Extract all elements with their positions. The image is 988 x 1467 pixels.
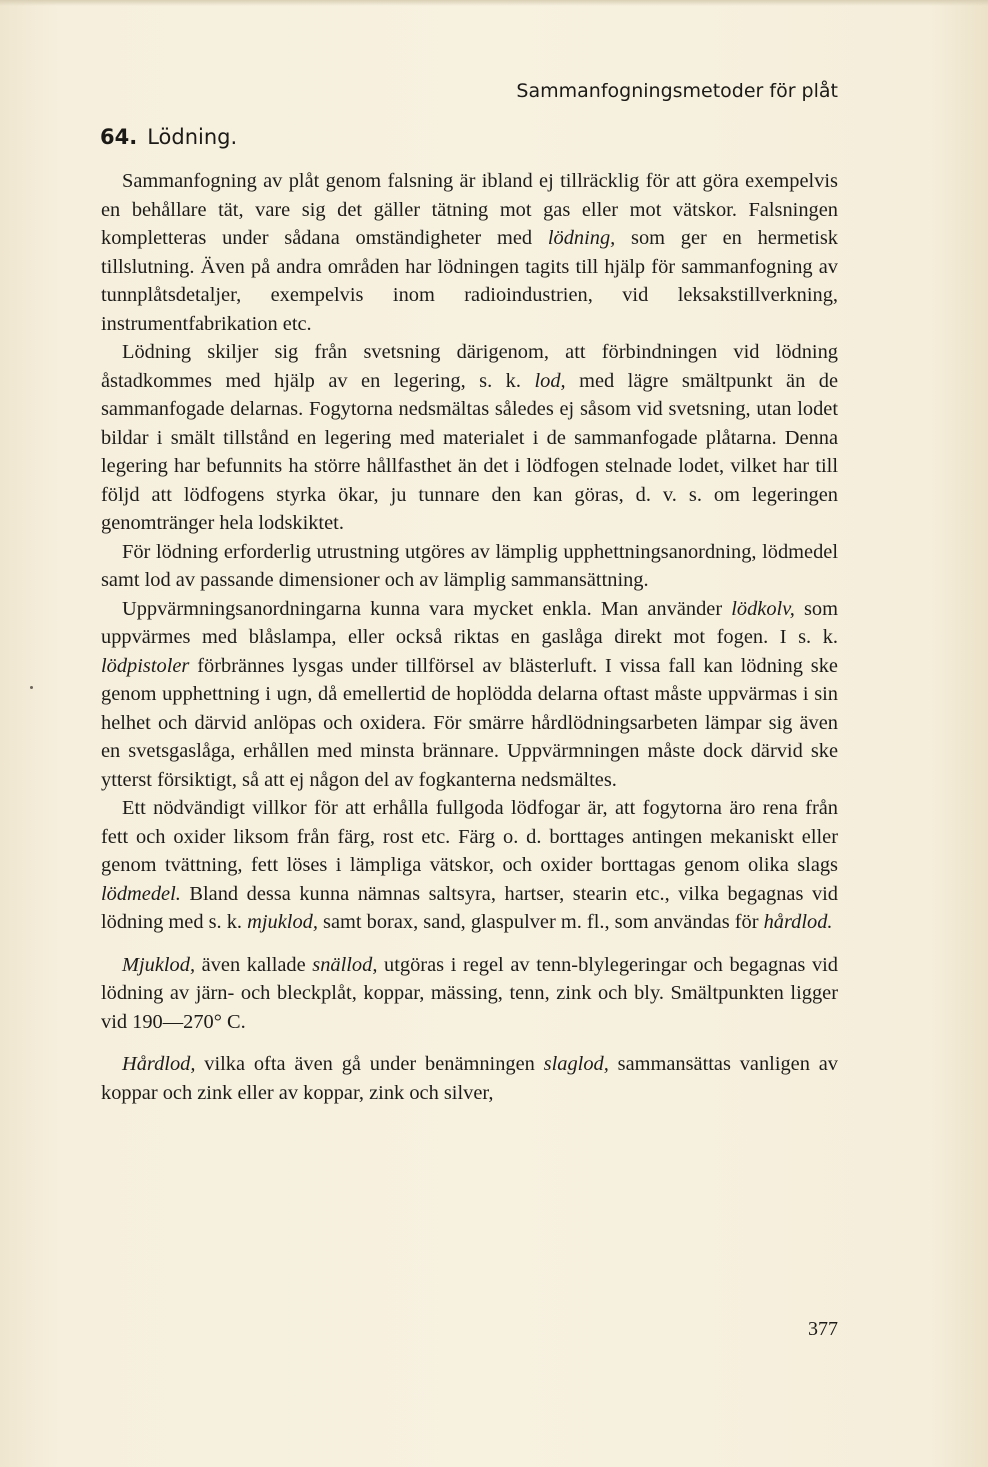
paragraph <box>101 167 838 338</box>
paragraph <box>101 338 838 538</box>
text-run: Lödning skiljer sig från svetsning därigenom, att förbindningen vid lödning åstadkommes med hjälp av en legering, s. k. <box>101 341 838 392</box>
text-run: utgöras i regel av tenn-blylegeringar och begagnas vid lödning av järn- och bleckplåt, koppar, mässing, tenn, zink och bly. Smältpunkten ligger vid 190—270° C. <box>101 953 838 1033</box>
text-run: För lödning erforderlig utrustning utgöres av lämplig upphettningsanordning, lödmedel samt lod av passande dimensioner och av lämplig sammansättning. <box>101 540 838 591</box>
italic-term: mjuklod, <box>247 911 318 933</box>
italic-term: lödmedel. <box>101 882 181 905</box>
text-run: vilka ofta även gå under benämningen <box>195 1053 544 1075</box>
text-run: även kallade <box>195 953 313 976</box>
text-run: med lägre smältpunkt än de sammanfogade delarnas. Fogytorna nedsmältas således ej såsom vid svetsning, utan lodet bildar i smält tillstånd en legering med materialet i de sammanfogade plåtarna. Denna legering har befunnits ha större hållfasthet än det i lödfogen stelnade lodet, vilket har till följd att lödfogens styrka ökar, ju tunnare den kan göras, d. v. s. om legeringen genomtränger hela lodskiktet. <box>101 369 838 534</box>
section-title: Lödning. <box>147 125 238 149</box>
italic-term: lödpistoler <box>101 654 190 677</box>
paragraph <box>101 595 838 795</box>
paragraph <box>101 1050 838 1107</box>
text-run: förbrännes lysgas under tillförsel av blästerluft. I vissa fall kan lödning ske genom upphettning i ugn, då emellertid de hoplödda delarna oftast måste uppvärmas i sin helhet och därvid anlöpas och oxidera. För smärre hårdlödningsarbeten lämpar sig även en svetsgaslåga, erhållen med minsta brännare. Uppvärmningen måste dock därvid ske ytterst försiktigt, så att ej någon del av fogkanterna nedsmältes. <box>101 654 838 791</box>
italic-term: snällod, <box>312 953 378 976</box>
page-number: 377 <box>808 1318 838 1340</box>
page-edge-shadow <box>0 0 988 6</box>
italic-term: lod, <box>534 369 566 392</box>
italic-term: lödning, <box>547 227 616 249</box>
text-run: Ett nödvändigt villkor för att erhålla fullgoda lödfogar är, att fogytorna äro rena från fett och oxider liksom från färg, rost etc. Färg o. d. borttages antingen mekaniskt eller genom tvättning, fett löses i lämpliga vätskor, och oxider borttagas genom olika slags <box>101 797 838 876</box>
italic-term: lödkolv, <box>731 597 795 620</box>
text-run: Sammanfogning av plåt genom falsning är ibland ej tillräcklig för att göra exempelvis en behållare tät, vare sig det gäller tätning mot gas eller mot vätskor. Falsningen kompletteras under sådana omständigheter med <box>101 170 838 249</box>
italic-term: slaglod, <box>543 1053 609 1075</box>
section-heading <box>100 125 237 149</box>
body-text <box>101 167 838 1107</box>
section-number: 64. <box>100 125 138 149</box>
text-run: sammansättas vanligen av koppar och zink eller av koppar, zink och silver, <box>101 1053 838 1104</box>
paragraph <box>101 538 838 595</box>
text-run: Bland dessa kunna nämnas saltsyra, hartser, stearin etc., vilka begagnas vid lödning med s. k. <box>101 882 838 933</box>
paragraph <box>101 794 838 937</box>
text-run: samt borax, sand, glaspulver m. fl., som användas för <box>317 911 764 933</box>
text-run: som ger en hermetisk tillslutning. Även på andra områden har lödningen tagits till hjälp för sammanfogning av tunnplåtsdetaljer, exempelvis inom radioindustrien, vid leksakstillverkning, instrumentfabrikation etc. <box>101 227 838 335</box>
running-head: Sammanfogningsmetoder för plåt <box>516 80 838 102</box>
paper-speck <box>30 686 33 689</box>
italic-term: Hårdlod, <box>122 1053 196 1075</box>
text-run: Uppvärmningsanordningarna kunna vara mycket enkla. Man använder <box>122 597 732 620</box>
paragraph <box>101 951 838 1037</box>
italic-term: hårdlod. <box>763 911 833 933</box>
italic-term: Mjuklod, <box>122 953 196 976</box>
text-run: som uppvärmes med blåslampa, eller också riktas en gaslåga direkt mot fogen. I s. k. <box>101 597 838 648</box>
